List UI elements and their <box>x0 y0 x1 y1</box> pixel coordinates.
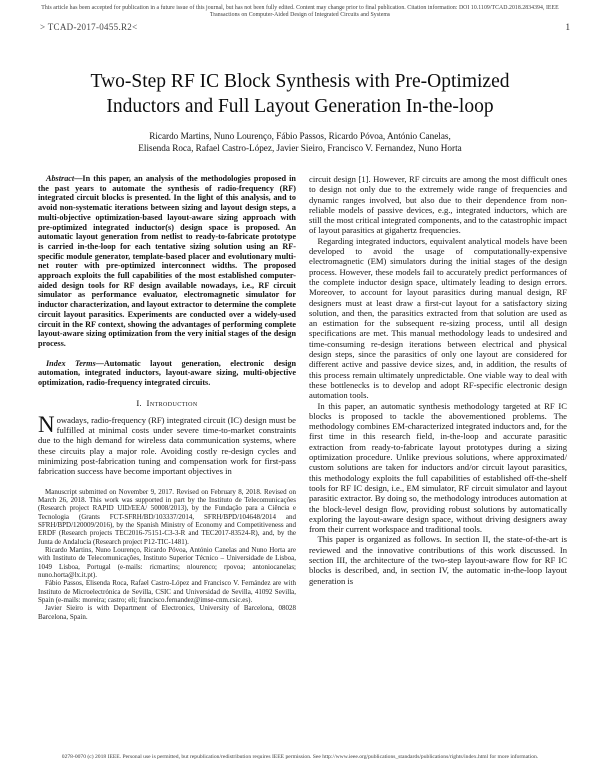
body-paragraph: In this paper, an automatic synthesis methodology targeted at RF IC blocks is proposed to tackle the abovementioned problems. The methodology combines EM-characterized integrated inductors and, for the first time in this research field, in-the-loop and accurate parasitic extraction from ready-to-fabricate layout prototypes during a sizing optimization procedure. Unlike previous solutions, where approximated/ custom solutions are taken for inductors and/or circuit layout parasitics, this methodology exploits the full capabilities of established off-the-shelf tools for RF IC design, i.e., EM simulator, RF circuit simulator and layout parasitic extractor. By doing so, the methodology introduces automation at the block-level design flow, providing robust solutions by automatically exploring the layout-aware design space, without driving designers away from their current workspace and traditional tools. <box>309 400 567 535</box>
section-heading-introduction <box>38 398 296 408</box>
running-head: > TCAD-2017-0455.R2< <box>40 22 138 32</box>
acceptance-notice-line2: Transactions on Computer-Aided Design of Integrated Circuits and Systems <box>209 12 391 19</box>
section-number: I. <box>136 397 142 408</box>
author-line-1: Ricardo Martins, Nuno Lourenço, Fábio Passos, Ricardo Póvoa, António Canelas, <box>149 131 451 141</box>
author-line-2: Elisenda Roca, Rafael Castro-López, Javier Sieiro, Francisco V. Fernandez, Nuno Horta <box>138 142 462 153</box>
page-number: 1 <box>565 22 570 32</box>
intro-paragraph <box>38 411 296 477</box>
paper-title: Two-Step RF IC Block Synthesis with Pre-Optimized Inductors and Full Layout Generation In-the-loop <box>90 71 510 118</box>
two-column-body <box>38 174 567 621</box>
body-paragraph: This paper is organized as follows. In section II, the state-of-the-art is reviewed and the innovative contributions of this work discussed. In section III, the architecture of the two-step layout-aware flow for RF IC blocks is described, and, in section IV, the automatic in-the-loop layout generation is <box>309 534 567 586</box>
acceptance-notice-line1: This article has been accepted for publication in a future issue of this journal, but has not been fully edited. Content may change prior to final publication. Citation information: DOI 10.1109/TCAD.2018.2834394, IEEE <box>41 5 559 11</box>
section-title: Introduction <box>146 397 198 408</box>
abstract-text: —In this paper, an analysis of the methodologies proposed in the past years to automate the synthesis of radio-frequency (RF) integrated circuit blocks is presented. In the light of this analysis, and to avoid non-systematic iterations between sizing and layout design steps, a multi-objective optimization-based layout-aware sizing approach with pre-optimized integrated inductor(s) design space is proposed. An automatic layout generation from netlist to ready-to-fabricate prototype is carried in-the-loop for each tentative sizing solution using an RF-specific module generator, template-based placer and evolutionary multi-net router with pre-optimized interconnect widths. The proposed approach exploits the full capabilities of the most established computer-aided design tools for RF design available nowadays, i.e., RF circuit simulator as performance evaluator, electromagnetic simulator for inductor characterization, and layout extractor to determine the complete circuit layout parasitics. Experiments are conducted over a widely-used circuit in the RF context, showing the advantages of performing complete layout-aware sizing optimization from the very initial stages of the design process. <box>38 174 296 348</box>
intro-text: owadays, radio-frequency (RF) integrated circuit (IC) design must be fulfilled at minimal costs under severe time-to-market constraints due to the high demand for wireless data communication systems, where these circuits play a major role. Avoiding costly re-design cycles and minimizing post-fabrication tuning and compensation work for first-pass fabrication success have become important objectives in <box>38 414 296 477</box>
acceptance-notice <box>16 5 584 19</box>
right-column <box>309 174 567 621</box>
drop-cap: N <box>38 411 55 437</box>
copyright-footer: 0278-0070 (c) 2018 IEEE. Personal use is permitted, but republication/redistribution requires IEEE permission. See http://www.ieee.org/publications_standards/publications/rights/index.html for more information. <box>61 754 539 760</box>
footnote-paragraph: Ricardo Martins, Nuno Lourenço, Ricardo Póvoa, António Canelas and Nuno Horta are with Instituto de Telecomunicações, Instituto Superior Técnico – Universidade de Lisboa, 1049 Lisboa, Portugal (e-mails: ricmartins; nlourenco; rpovoa; antoniocanelas; nuno.horta@lx.it.pt). <box>38 545 296 579</box>
index-terms-label: Index Terms <box>46 358 96 368</box>
body-paragraph: circuit design [1]. However, RF circuits are among the most difficult ones to design not only due to the extremely wide range of frequencies and dynamic ranges involved, but also due to their dependence from non-reliable models of passive devices, e.g., integrated inductors, which are still the most critical integrated components, and to the catastrophic impact of layout parasitics at gigahertz frequencies. <box>309 174 567 236</box>
abstract-paragraph <box>38 174 296 349</box>
abstract-label: Abstract <box>46 174 75 183</box>
index-terms-paragraph <box>38 359 296 388</box>
index-terms-text: —Automatic layout generation, electronic design automation, integrated inductors, layout-aware sizing, multi-objective optimization, radio-frequency integrated circuits. <box>38 358 296 388</box>
author-list <box>40 131 560 154</box>
first-page-footnote <box>38 488 296 622</box>
left-column <box>38 174 296 621</box>
footnote-paragraph: Javier Sieiro is with Department of Electronics, University of Barcelona, 08028 Barcelona, Spain. <box>38 604 296 621</box>
body-paragraph: Regarding integrated inductors, equivalent analytical models have been developed to avoid the usage of computationally-expensive electromagnetic (EM) simulators during the initial stages of the design process. However, these models fail to accurately predict performances of the complete inductor design space, ultimately leading to design errors. Moreover, to account for layout parasitics during manual design, RF designers must at least draw a first-cut layout for a satisfactory sizing solution, and then, the parasitics extracted from that solution are used as an estimation for the subsequent re-sizing process, until all design specifications are met. This manual methodology leads to undesired and time-consuming re-design iterations between electrical and physical design steps, since the parasitics of only one layout are considered for different active and passive device sizes, and, in addition, the results of this process remain ultimately unpredictable. One viable way to deal with these bottlenecks is to develop and adopt RF-specific electronic design automation tools. <box>309 235 567 401</box>
footnote-paragraph: Fábio Passos, Elisenda Roca, Rafael Castro-López and Francisco V. Fernández are with Instituto de Microelectrónica de Sevilla, CSIC and Universidad de Sevilla, 41092 Sevilla, Spain (e-mails: moreira; castro; eli; francisco.fernandez@imse-cnm.csic.es). <box>38 579 296 605</box>
footnote-paragraph: Manuscript submitted on November 9, 2017. Revised on February 8, 2018. Revised on March 26, 2018. This work was supported in part by the Instituto de Telecomunicações (Research project RAPID UID/EEA/ 50008/2013), by the Fundação para a Ciência e Tecnologia (Grants FCT-SFRH/BD/103337/2014, SFRH/BPD/104648/2014 and SFRH/BPD/120009/2016), by the Spanish Ministry of Economy and Competitiveness and ERDF (Research projects TEC2016-75151-C3-3-R and TEC2017-83524-R), and, by the Junta de Andalucía (Research project P12-TIC-1481). <box>38 487 296 546</box>
